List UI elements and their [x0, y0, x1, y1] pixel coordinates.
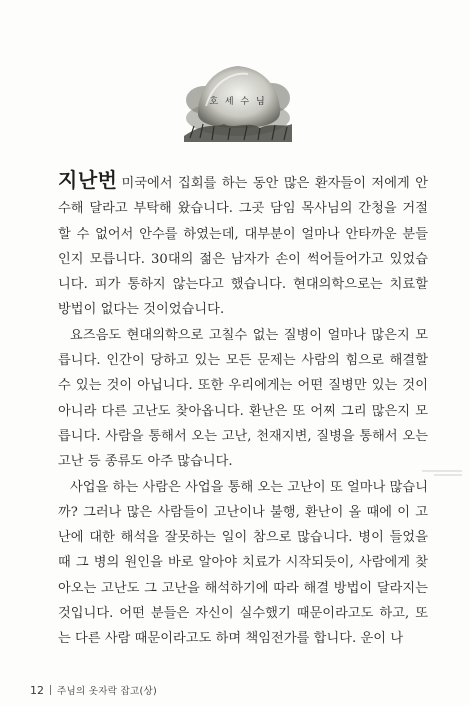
paragraph-1-text: 미국에서 집회를 하는 동안 많은 환자들이 저에게 안수해 달라고 부탁해 왔습니다. 그곳 담임 목사님의 간청을 거절할 수 없어서 안수를 하였는데, 대부분이 얼마나 안타까운 분들인지 모릅니다. 30대의 젊은 남자가 손이 썩어들어가고 있었습니다. 피가 통하지 않는다고 했습니다. 현대의학으로는 치료할 방법이 없다는 것이었습니다.	[58, 176, 428, 318]
bleed-through-mark	[422, 470, 462, 472]
lead-word: 지난번	[58, 168, 118, 192]
book-title: 주님의 옷자락 잡고(상)	[57, 686, 157, 697]
chapter-emblem	[184, 58, 292, 142]
paragraph-2: 요즈음도 현대의학으로 고칠수 없는 질병이 얼마나 많은지 모릅니다. 인간이 당하고 있는 모든 문제는 사람의 힘으로 해결할 수 있는 것이 아닙니다. 또한 우리에게는 어떤 질병만 있는 것이 아니라 다른 고난도 찾아옵니다. 환난은 또 어찌 그리 많은지 모릅니다. 사람을 통해서 오는 고난, 천재지변, 질병을 통해서 오는 고난 등 종류도 아주 많습니다.	[58, 327, 428, 470]
footer-divider	[50, 685, 51, 695]
bleed-through-mark	[434, 474, 462, 476]
page-number: 12	[30, 683, 44, 697]
paragraph-1	[58, 168, 428, 323]
article-body	[58, 168, 428, 652]
paragraph-3: 사업을 하는 사람은 사업을 통해 오는 고난이 또 얼마나 많습니까? 그러나 많은 사람들이 고난이나 불행, 환난이 올 때에 이 고난에 대한 해석을 잘못하는 일이 참으로 많습니다. 병이 들었을 때 그 병의 원인을 바로 알아야 치료가 시작되듯이, 사람에게 찾아오는 고난도 그 고난을 해석하기에 따라 해결 방법이 달라지는 것입니다. 어떤 분들은 자신이 실수했기 때문이라고도 하고, 또는 다른 사람 때문이라고도 하며 책임전가를 합니다. 운이 나	[58, 479, 428, 647]
page-footer	[30, 682, 157, 698]
emblem-caption: 호 세 수 님	[209, 97, 267, 107]
